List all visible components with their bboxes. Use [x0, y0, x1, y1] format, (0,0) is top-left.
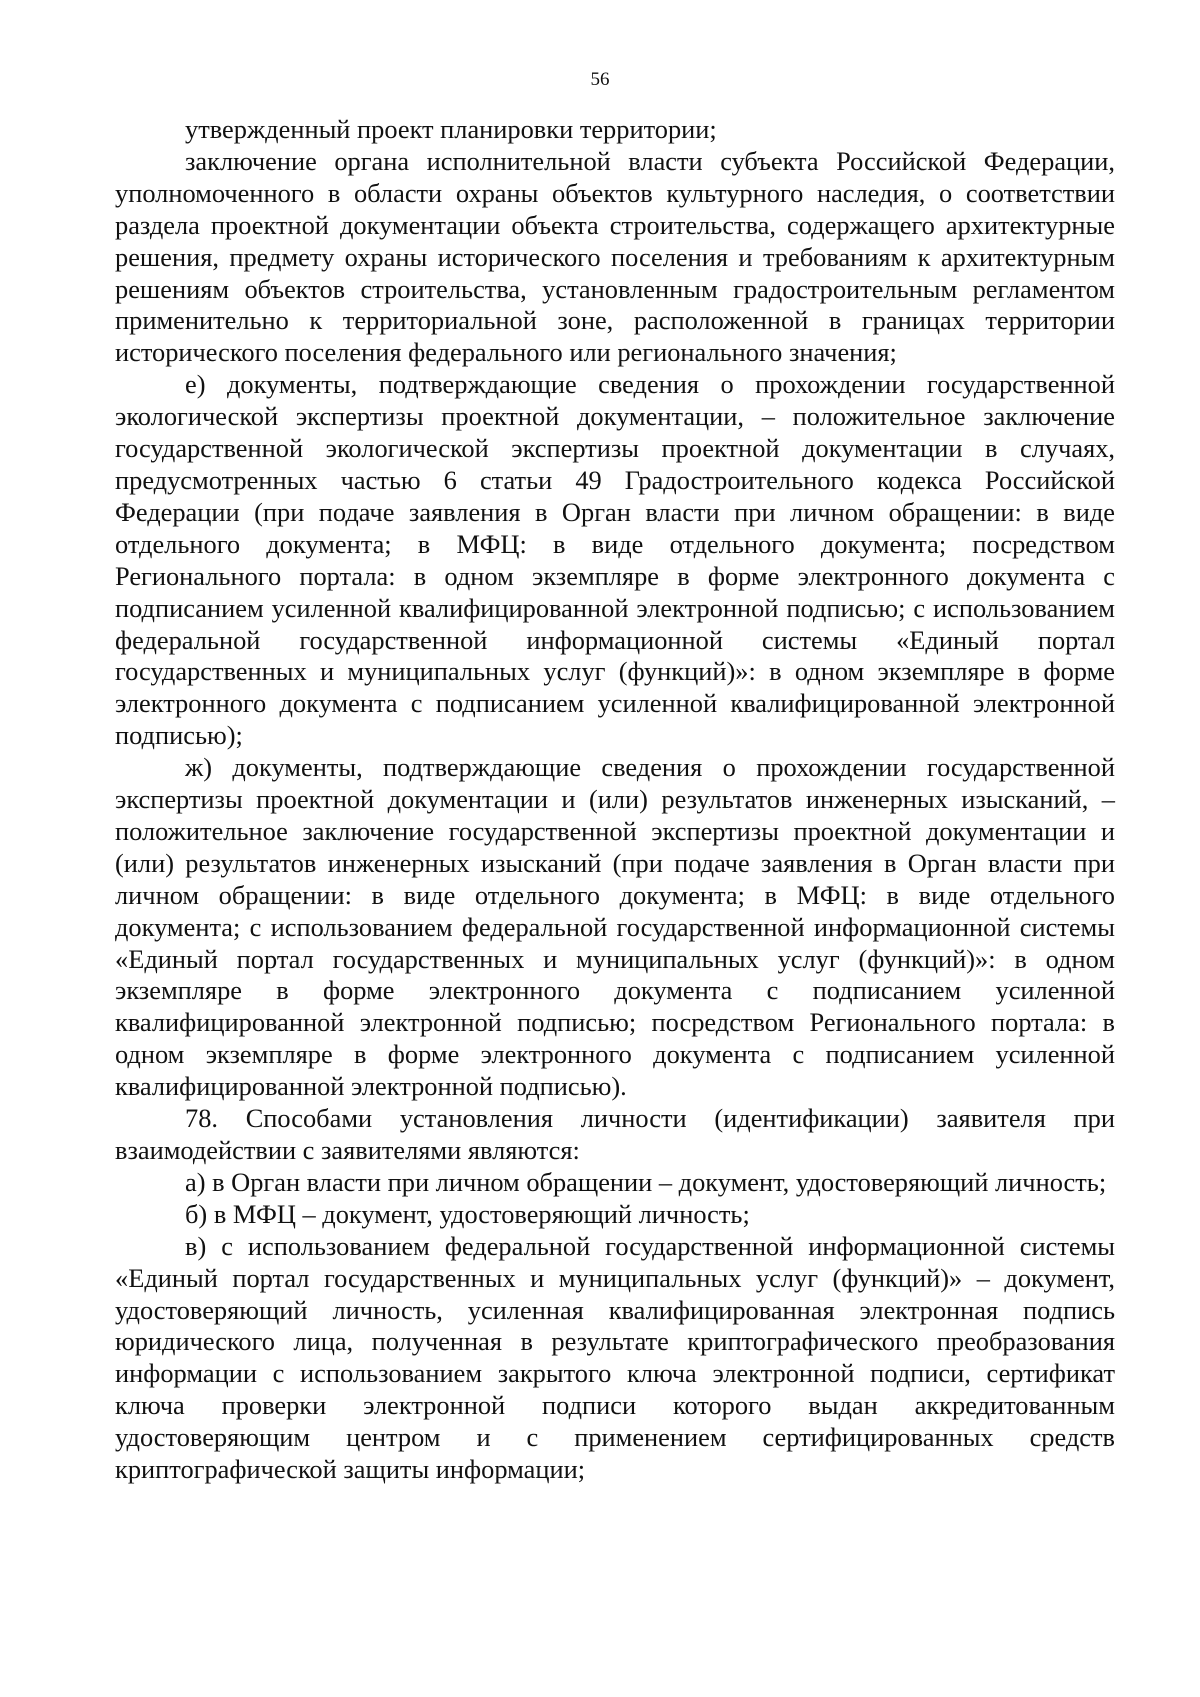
paragraph-item-b-mfc: б) в МФЦ – документ, удостоверяющий личность; — [185, 1198, 750, 1229]
page-number: 56 — [590, 69, 610, 90]
paragraph-item-a-authority: а) в Орган власти при личном обращении – документ, удостоверяющий личность; — [185, 1166, 1107, 1197]
paragraph-item-e-ecological-expertise: е) документы, подтверждающие сведения о прохождении государственной экологической экспертизы проектной документации, – положительное заключение государственной экологической экспертизы проектной документации в случаях, предусмотренных частью 6 статьи 49 Градостроительного кодекса Российской Федерации (при подаче заявления в Орган власти при личном обращении: в виде отдельного документа; в МФЦ: в виде отдельного документа; посредством Регионального портала: в одном экземпляре в форме электронного документа с подписанием усиленной квалифицированной электронной подписью; с использованием федеральной государственной информационной системы «Единый портал государственных и муниципальных услуг (функций)»: в одном экземпляре в форме электронного документа с подписанием усиленной квалифицированной электронной подписью); — [115, 369, 1115, 751]
paragraph-approved-planning-project: утвержденный проект планировки территории; — [185, 114, 717, 144]
paragraph-item-v-unified-portal: в) с использованием федеральной государственной информационной системы «Единый портал государственных и муниципальных услуг (функций)» – документ, удостоверяющий личность, усиленная квалифицированная электронная подпись юридического лица, полученная в результате криптографического преобразования информации с использованием закрытого ключа электронной подписи, сертификат ключа проверки электронной подписи которого выдан аккредитованным удостоверяющим центром и с применением сертифицированных средств криптографической защиты информации; — [115, 1230, 1115, 1485]
paragraph-78-identification-methods: 78. Способами установления личности (идентификации) заявителя при взаимодействии с заявителями являются: — [115, 1103, 1115, 1165]
paragraph-cultural-heritage-conclusion: заключение органа исполнительной власти субъекта Российской Федерации, уполномоченного в области охраны объектов культурного наследия, о соответствии раздела проектной документации объекта строительства, содержащего архитектурные решения, предмету охраны исторического поселения и требованиям к архитектурным решениям объектов строительства, установленным градостроительным регламентом применительно к территориальной зоне, расположенной в границах территории исторического поселения федерального или регионального значения; — [115, 145, 1115, 368]
document-body — [115, 114, 1115, 1486]
paragraph-item-zh-state-expertise: ж) документы, подтверждающие сведения о прохождении государственной экспертизы проектной документации и (или) результатов инженерных изысканий, – положительное заключение государственной экспертизы проектной документации и (или) результатов инженерных изысканий (при подаче заявления в Орган власти при личном обращении: в виде отдельного документа; в МФЦ: в виде отдельного документа; с использованием федеральной государственной информационной системы «Единый портал государственных и муниципальных услуг (функций)»: в одном экземпляре в форме электронного документа с подписанием усиленной квалифицированной электронной подписью; посредством Регионального портала: в одном экземпляре в форме электронного документа с подписанием усиленной квалифицированной электронной подписью). — [115, 752, 1115, 1102]
